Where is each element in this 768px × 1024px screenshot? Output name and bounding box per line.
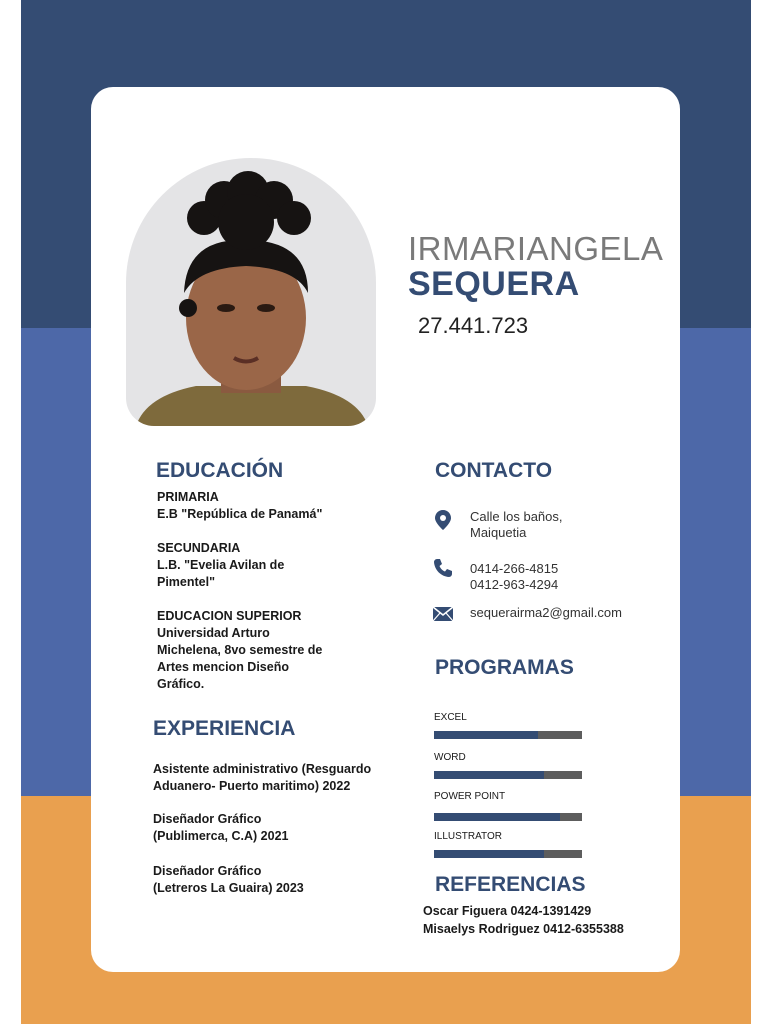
education-detail: E.B "República de Panamá" [157, 507, 323, 521]
experience-item [153, 863, 304, 897]
skill-name: POWER POINT [434, 791, 506, 802]
skill-name: ILLUSTRATOR [434, 831, 502, 842]
skill-name: WORD [434, 752, 466, 763]
skill-illustrator [434, 831, 584, 858]
education-detail: Universidad Arturo [157, 626, 270, 640]
education-detail: Artes mencion Diseño [157, 660, 289, 674]
experience-item [153, 811, 288, 845]
skill-excel [434, 712, 584, 739]
experience-line: Diseñador Gráfico [153, 812, 262, 826]
skill-bar [434, 813, 582, 821]
education-detail: Gráfico. [157, 677, 205, 691]
skill-bar-fill [434, 771, 544, 779]
skill-bar-fill [434, 731, 538, 739]
programs-title: PROGRAMAS [435, 656, 574, 679]
skill-word [434, 752, 584, 779]
skill-bar-fill [434, 850, 544, 858]
education-level: SECUNDARIA [157, 541, 241, 555]
email-address[interactable]: sequerairma2@gmail.com [470, 605, 622, 620]
address-line: Calle los baños, [470, 509, 563, 524]
id-number: 27.441.723 [418, 313, 529, 338]
experience-line: (Letreros La Guaira) 2023 [153, 881, 304, 895]
experience-line: Asistente administrativo (Resguardo [153, 762, 372, 776]
experience-title: EXPERIENCIA [153, 717, 296, 740]
contact-address [432, 509, 563, 541]
experience-item [153, 761, 371, 795]
phone-number: 0414-266-4815 [470, 561, 559, 576]
skill-bar [434, 771, 582, 779]
reference-item: Misaelys Rodriguez 0412-6355388 [423, 922, 624, 936]
education-title: EDUCACIÓN [156, 459, 284, 482]
mail-icon [432, 603, 454, 625]
phone-number: 0412-963-4294 [470, 577, 559, 592]
skill-bar [434, 731, 582, 739]
references-list [423, 902, 624, 938]
contact-email [432, 603, 622, 625]
experience-line: (Publimerca, C.A) 2021 [153, 829, 289, 843]
contact-phones [432, 557, 558, 593]
skill-bar [434, 850, 582, 858]
phone-icon [432, 557, 454, 579]
experience-line: Aduanero- Puerto maritimo) 2022 [153, 779, 351, 793]
contact-title: CONTACTO [435, 459, 553, 482]
education-level: PRIMARIA [157, 490, 219, 504]
skill-powerpoint [434, 791, 584, 821]
skill-name: EXCEL [434, 712, 467, 723]
profile-photo [126, 158, 376, 426]
references-title: REFERENCIAS [435, 873, 586, 896]
last-name: SEQUERA [408, 265, 580, 303]
first-name: IRMARIANGELA [408, 230, 664, 267]
reference-item: Oscar Figuera 0424-1391429 [423, 904, 592, 918]
education-detail: L.B. "Evelia Avilan de [157, 558, 285, 572]
education-item-primary [157, 489, 322, 523]
address-line: Maiquetia [470, 525, 527, 540]
education-detail: Pimentel" [157, 575, 216, 589]
education-item-secondary [157, 540, 284, 591]
education-detail: Michelena, 8vo semestre de [157, 643, 323, 657]
education-item-higher [157, 608, 322, 693]
experience-line: Diseñador Gráfico [153, 864, 262, 878]
skill-bar-fill [434, 813, 560, 821]
education-level: EDUCACION SUPERIOR [157, 609, 302, 623]
location-pin-icon [432, 509, 454, 531]
